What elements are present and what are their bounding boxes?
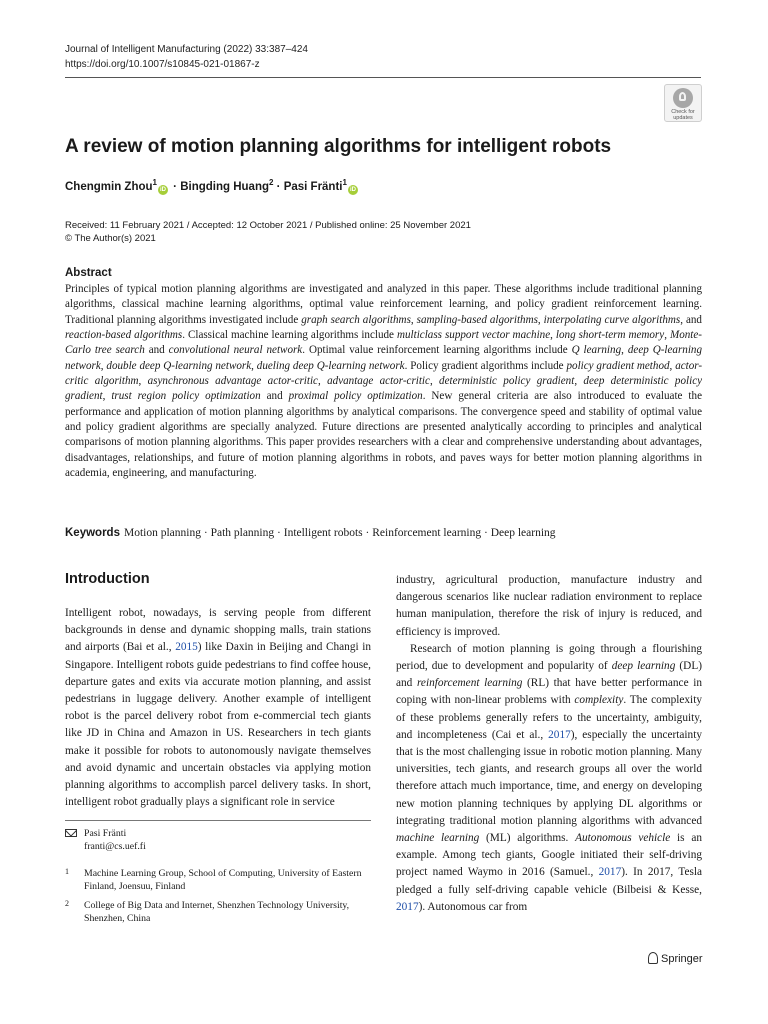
abstract-fragment: . New general criteria are also introduced to evaluate the performance and application of motion planning algorithms by analytical comparisons. The convergence speed and stability of optimal value and policy gradient algorithms are specially analyzed. Future directions are presented analytically according to principles and analytical comparisons of motion planning algorithms. This paper provides researchers with a clear and comprehensive understanding about advantages, disadvantages, relationships, and future of motion planning algorithms in robots, and paves ways for better motion planning algorithms in academia, engineering, and manufacturing. — [65, 390, 702, 480]
abstract-fragment: sampling-based algorithms — [416, 313, 538, 326]
springer-logo-icon — [648, 952, 658, 964]
intro-left-fragment: Intelligent robot, nowadays, is serving people from different backgrounds in dense and dynamic shopping malls, train stations and airports (Bai et al., — [65, 607, 371, 654]
abstract-fragment: multiclass support vector machine — [396, 329, 551, 342]
abstract-fragment: advantage actor-critic — [327, 375, 430, 388]
abstract-fragment: double deep Q-learning network — [106, 359, 252, 372]
abstract-fragment: convolutional neural network — [168, 344, 303, 357]
keyword: Intelligent robots — [283, 527, 363, 539]
keywords-label: Keywords — [65, 527, 120, 539]
author-separator: · — [169, 181, 181, 193]
abstract-fragment: , — [537, 313, 544, 326]
abstract-fragment: deep deterministic policy gradient — [65, 375, 703, 403]
abstract-fragment: , — [621, 344, 628, 357]
author-name[interactable]: Pasi Fränti — [283, 181, 343, 193]
author-name[interactable]: Bingding Huang — [180, 181, 269, 193]
footnote-divider — [65, 820, 371, 821]
intro-right-fragment: . The complexity of these problems generally refers to the uncertainty, ambiguity, and incompleteness (Cai et al., — [396, 694, 702, 741]
publication-dates — [65, 219, 471, 245]
abstract-fragment: deep Q-learning network — [65, 344, 703, 372]
intro-right-fragment: complexity — [574, 694, 624, 707]
intro-right-fragment: ), especially the uncertainty that is the most challenging issue in robotic motion planning. Many universities, tech giants, and research groups all over the world therefore attach much importance, time, and energy on developing new motion planning techniques by applying DL algorithms or integrating traditional motion planning algorithms with advanced — [396, 728, 702, 827]
reference-link[interactable]: 2017 — [598, 866, 622, 879]
abstract-fragment: , — [100, 359, 107, 372]
abstract-fragment: , and — [680, 313, 702, 326]
publisher-logo — [648, 952, 703, 965]
abstract-fragment: . Policy gradient algorithms include — [404, 359, 567, 372]
author-affiliation-number: 1 — [342, 178, 347, 188]
intro-right-paragraph-1: industry, agricultural production, manufacture industry and dangerous scenarios like nuclear radiation environment to replace human manipulation, therefore the risk of injury is reduced, and efficiency is improved. — [396, 574, 702, 638]
envelope-icon — [65, 829, 77, 837]
introduction-heading: Introduction — [65, 571, 150, 587]
intro-right-fragment: deep learning — [611, 660, 676, 673]
abstract-fragment: , — [664, 329, 670, 342]
author-affiliation-number: 1 — [152, 178, 157, 188]
author-list — [65, 179, 360, 195]
abstract-fragment: interpolating curve algorithms — [543, 313, 681, 326]
intro-right-fragment: reinforcement learning — [416, 677, 523, 690]
abstract-fragment: , — [429, 375, 440, 388]
abstract-fragment: actor-critic algorithm — [65, 359, 703, 388]
keyword-separator: · — [274, 527, 284, 539]
abstract-fragment: , — [251, 359, 257, 372]
abstract-fragment: , — [317, 375, 328, 388]
orcid-icon[interactable]: iD — [349, 187, 356, 193]
abstract-fragment: and — [260, 390, 289, 403]
intro-right-fragment: machine learning — [396, 832, 480, 845]
keyword-separator: · — [200, 527, 211, 539]
keywords — [65, 526, 702, 541]
abstract-fragment: proximal policy optimization — [288, 390, 423, 403]
author-affiliation-number: 2 — [269, 178, 274, 188]
abstract-fragment: Monte-Carlo tree search — [65, 329, 702, 357]
affiliation-2-number: 2 — [65, 899, 69, 908]
intro-left-fragment: ) like Daxin in Beijing and Changi in Singapore. Intelligent robots guide pedestrians to find coffee house, departure gates and exits via accurate motion planning, and assist pedestrians in luggage delivery. Another example of intelligent robot is the parcel delivery robot from e-commercial tech giants like JD in China and Amazon in US. Researchers in tech giants make it possible for robots to autonomously navigate themselves and avoid dynamic and uncertain obstacles via applying motion planning algorithms to accomplish parcel delivery tasks. In short, intelligent robot gradually plays a significant role in service — [65, 641, 371, 809]
abstract-fragment: trust region policy optimization — [111, 390, 261, 403]
abstract-fragment: policy gradient method — [566, 359, 670, 372]
abstract-fragment: Q learning — [571, 344, 622, 357]
affiliation-1-number: 1 — [65, 867, 69, 876]
abstract-fragment: Principles of typical motion planning algorithms are investigated and analyzed in this paper. These algorithms include traditional planning algorithms, classical machine learning algorithms, optimal value reinforcement learning, and policy gradient reinforcement learning. Traditional planning algorithms investigated include — [65, 283, 702, 326]
corresponding-name: Pasi Fränti — [84, 828, 127, 839]
dates-line: Received: 11 February 2021 / Accepted: 12 October 2021 / Published online: 25 November 2021 — [65, 220, 471, 231]
abstract-fragment: , — [550, 329, 556, 342]
author-separator: · — [273, 181, 284, 193]
intro-right-fragment: Research of motion planning is going through a flourishing period, due to development and popularity of — [396, 642, 702, 673]
keyword: Motion planning — [123, 527, 201, 539]
abstract-fragment: dueling deep Q-learning network — [256, 359, 405, 372]
intro-right-fragment: is an example. Among tech giants, Google initiated their self-driving project named Waymo in 2016 (Samuel., — [396, 832, 702, 879]
journal-citation: Journal of Intelligent Manufacturing (2022) 33:387–424 — [65, 44, 308, 55]
reference-link[interactable]: 2017 — [548, 728, 571, 741]
intro-right-fragment: (ML) algorithms. — [479, 832, 576, 845]
abstract-fragment: deterministic policy gradient — [439, 375, 575, 388]
check-for-updates-icon[interactable] — [664, 84, 702, 122]
intro-left-column — [65, 605, 371, 811]
intro-right-fragment: Autonomous vehicle — [575, 832, 671, 845]
check-updates-line1: Check for — [671, 109, 695, 115]
keyword: Path planning — [210, 527, 275, 539]
abstract-fragment: reaction-based algorithms — [65, 329, 183, 342]
affiliation-2: College of Big Data and Internet, Shenzhen Technology University, Shenzhen, China — [84, 900, 350, 924]
intro-right-fragment: ). In 2017, Tesla pledged a fully self-driving capable vehicle (Bilbeisi & Kesse, — [396, 866, 703, 896]
abstract-fragment: , — [102, 390, 112, 403]
author-name[interactable]: Chengmin Zhou — [65, 181, 153, 193]
abstract-fragment: . Classical machine learning algorithms include — [182, 329, 397, 342]
journal-header — [65, 42, 308, 72]
abstract-body — [65, 282, 702, 481]
abstract-heading: Abstract — [65, 267, 112, 279]
affiliation-1: Machine Learning Group, School of Computing, University of Eastern Finland, Joensuu, Finland — [84, 868, 362, 892]
abstract-fragment: asynchronous advantage actor-critic — [147, 375, 318, 388]
abstract-fragment: . Optimal value reinforcement learning algorithms include — [302, 344, 572, 357]
paper-title: A review of motion planning algorithms for intelligent robots — [65, 136, 612, 157]
reference-link[interactable]: 2015 — [175, 641, 198, 654]
intro-right-fragment: ). Autonomous car from — [418, 900, 528, 913]
abstract-fragment: , — [410, 313, 417, 326]
keyword: Reinforcement learning — [372, 527, 482, 539]
corresponding-author — [84, 828, 146, 853]
abstract-fragment: , — [669, 359, 676, 372]
abstract-fragment: graph search algorithms — [301, 313, 411, 326]
orcid-icon[interactable]: iD — [159, 187, 166, 193]
doi-link[interactable]: https://doi.org/10.1007/s10845-021-01867-z — [65, 59, 260, 70]
check-updates-line2: updates — [673, 115, 693, 121]
corresponding-email[interactable]: franti@cs.uef.fi — [84, 840, 146, 852]
publisher-name: Springer — [661, 953, 703, 965]
copyright-line: © The Author(s) 2021 — [65, 233, 156, 244]
abstract-fragment: and — [144, 344, 169, 357]
keyword-separator: · — [362, 527, 373, 539]
intro-right-fragment: (DL) and — [396, 660, 702, 690]
reference-link[interactable]: 2017 — [396, 900, 419, 913]
header-divider — [65, 77, 701, 78]
abstract-fragment: , — [138, 375, 148, 388]
intro-right-paragraph-2 — [396, 641, 702, 916]
abstract-fragment: , — [574, 375, 584, 388]
intro-right-column — [396, 572, 702, 916]
intro-right-fragment: (RL) that have better performance in coping with non-linear problems with — [396, 677, 703, 707]
abstract-fragment: long short-term memory — [555, 329, 665, 342]
keyword-separator: · — [481, 527, 491, 539]
keyword: Deep learning — [490, 527, 556, 539]
